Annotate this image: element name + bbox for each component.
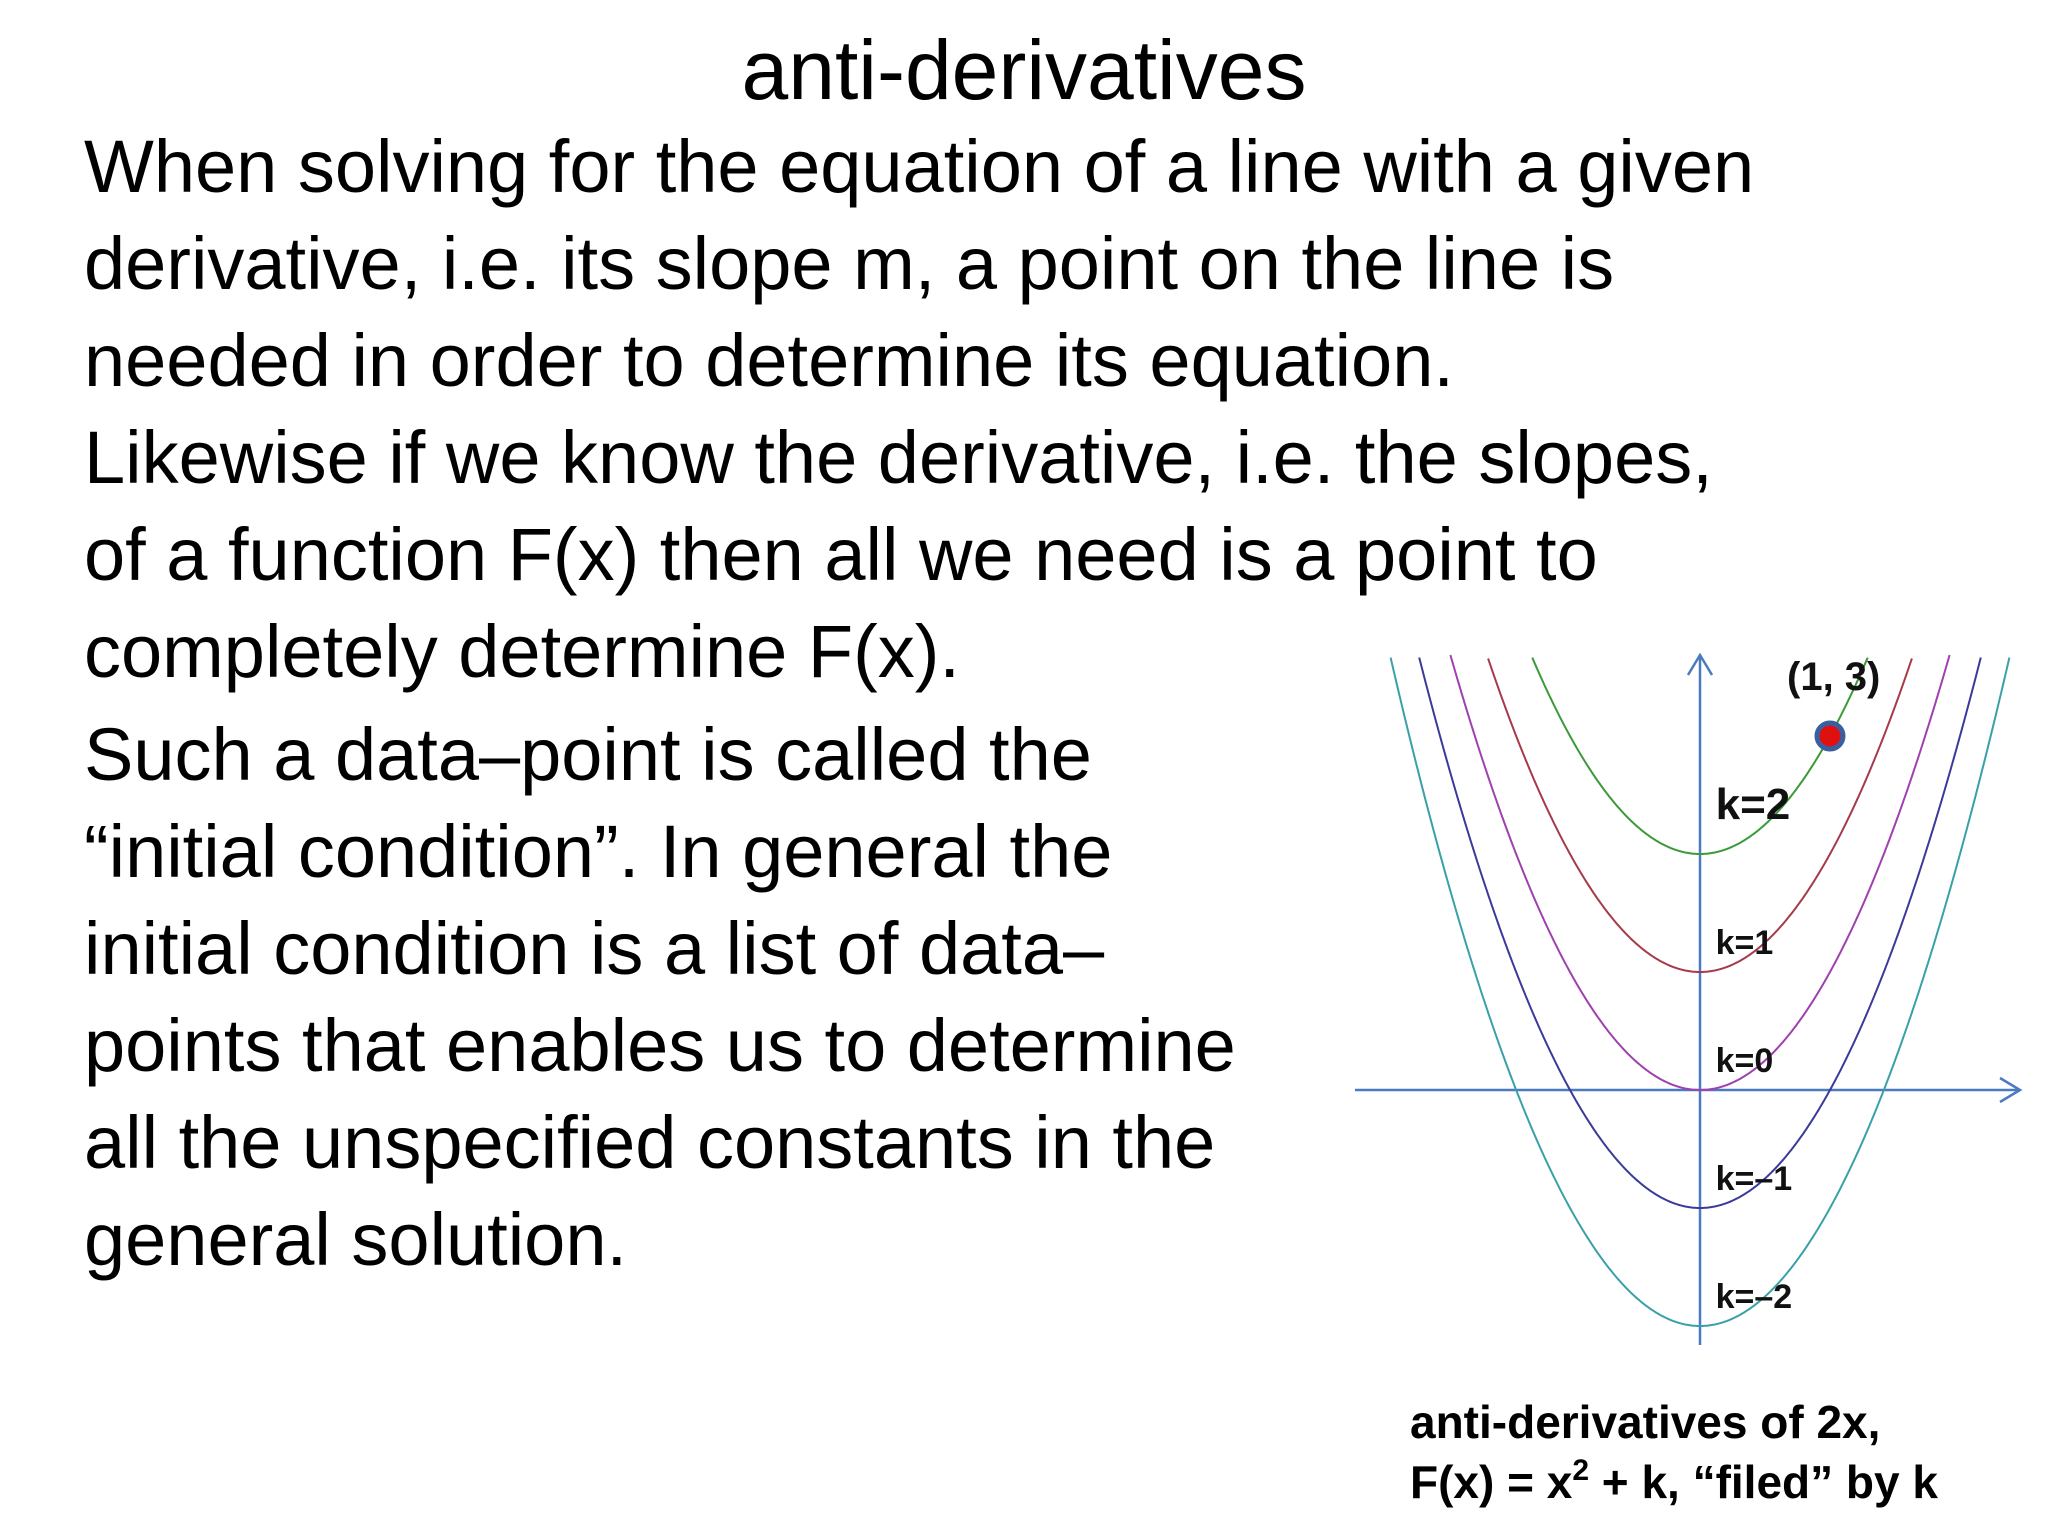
initial-condition-point	[1817, 723, 1843, 749]
curve-label: k=1	[1715, 924, 1774, 962]
caption-line-1: anti-derivatives of 2x,	[1410, 1396, 1881, 1448]
point-label: (1, 3)	[1787, 655, 1881, 699]
curve-label: k=–2	[1715, 1278, 1793, 1316]
text-line: When solving for the equation of a line with a given	[84, 125, 1755, 208]
text-line: needed in order to determine its equation.	[84, 319, 1454, 402]
text-line: points that enables us to determine	[84, 1004, 1236, 1087]
text-line: initial condition is a list of data–	[84, 907, 1105, 990]
text-line: of a function F(x) then all we need is a point to	[84, 513, 1598, 596]
text-line: all the unspecified constants in the	[84, 1101, 1216, 1184]
caption-exponent: 2	[1572, 1454, 1590, 1487]
caption-line-2	[1410, 1452, 1938, 1512]
text-line: derivative, i.e. its slope m, a point on the line is	[84, 222, 1615, 305]
curve-label: k=–1	[1715, 1160, 1793, 1198]
text-line: Such a data–point is called the	[84, 713, 1092, 796]
text-line: “initial condition”. In general the	[84, 810, 1113, 893]
graph-caption	[1410, 1392, 1938, 1512]
text-line: completely determine F(x).	[84, 610, 960, 693]
text-line: general solution.	[84, 1198, 628, 1281]
text-line: Likewise if we know the derivative, i.e. the slopes,	[84, 416, 1713, 499]
caption-formula-end: + k, “filed” by k	[1589, 1456, 1938, 1508]
curve-label: k=2	[1715, 780, 1791, 829]
curve-label: k=0	[1715, 1042, 1774, 1080]
page-title: anti-derivatives	[741, 23, 1307, 117]
caption-formula-start: F(x) = x	[1410, 1456, 1573, 1508]
